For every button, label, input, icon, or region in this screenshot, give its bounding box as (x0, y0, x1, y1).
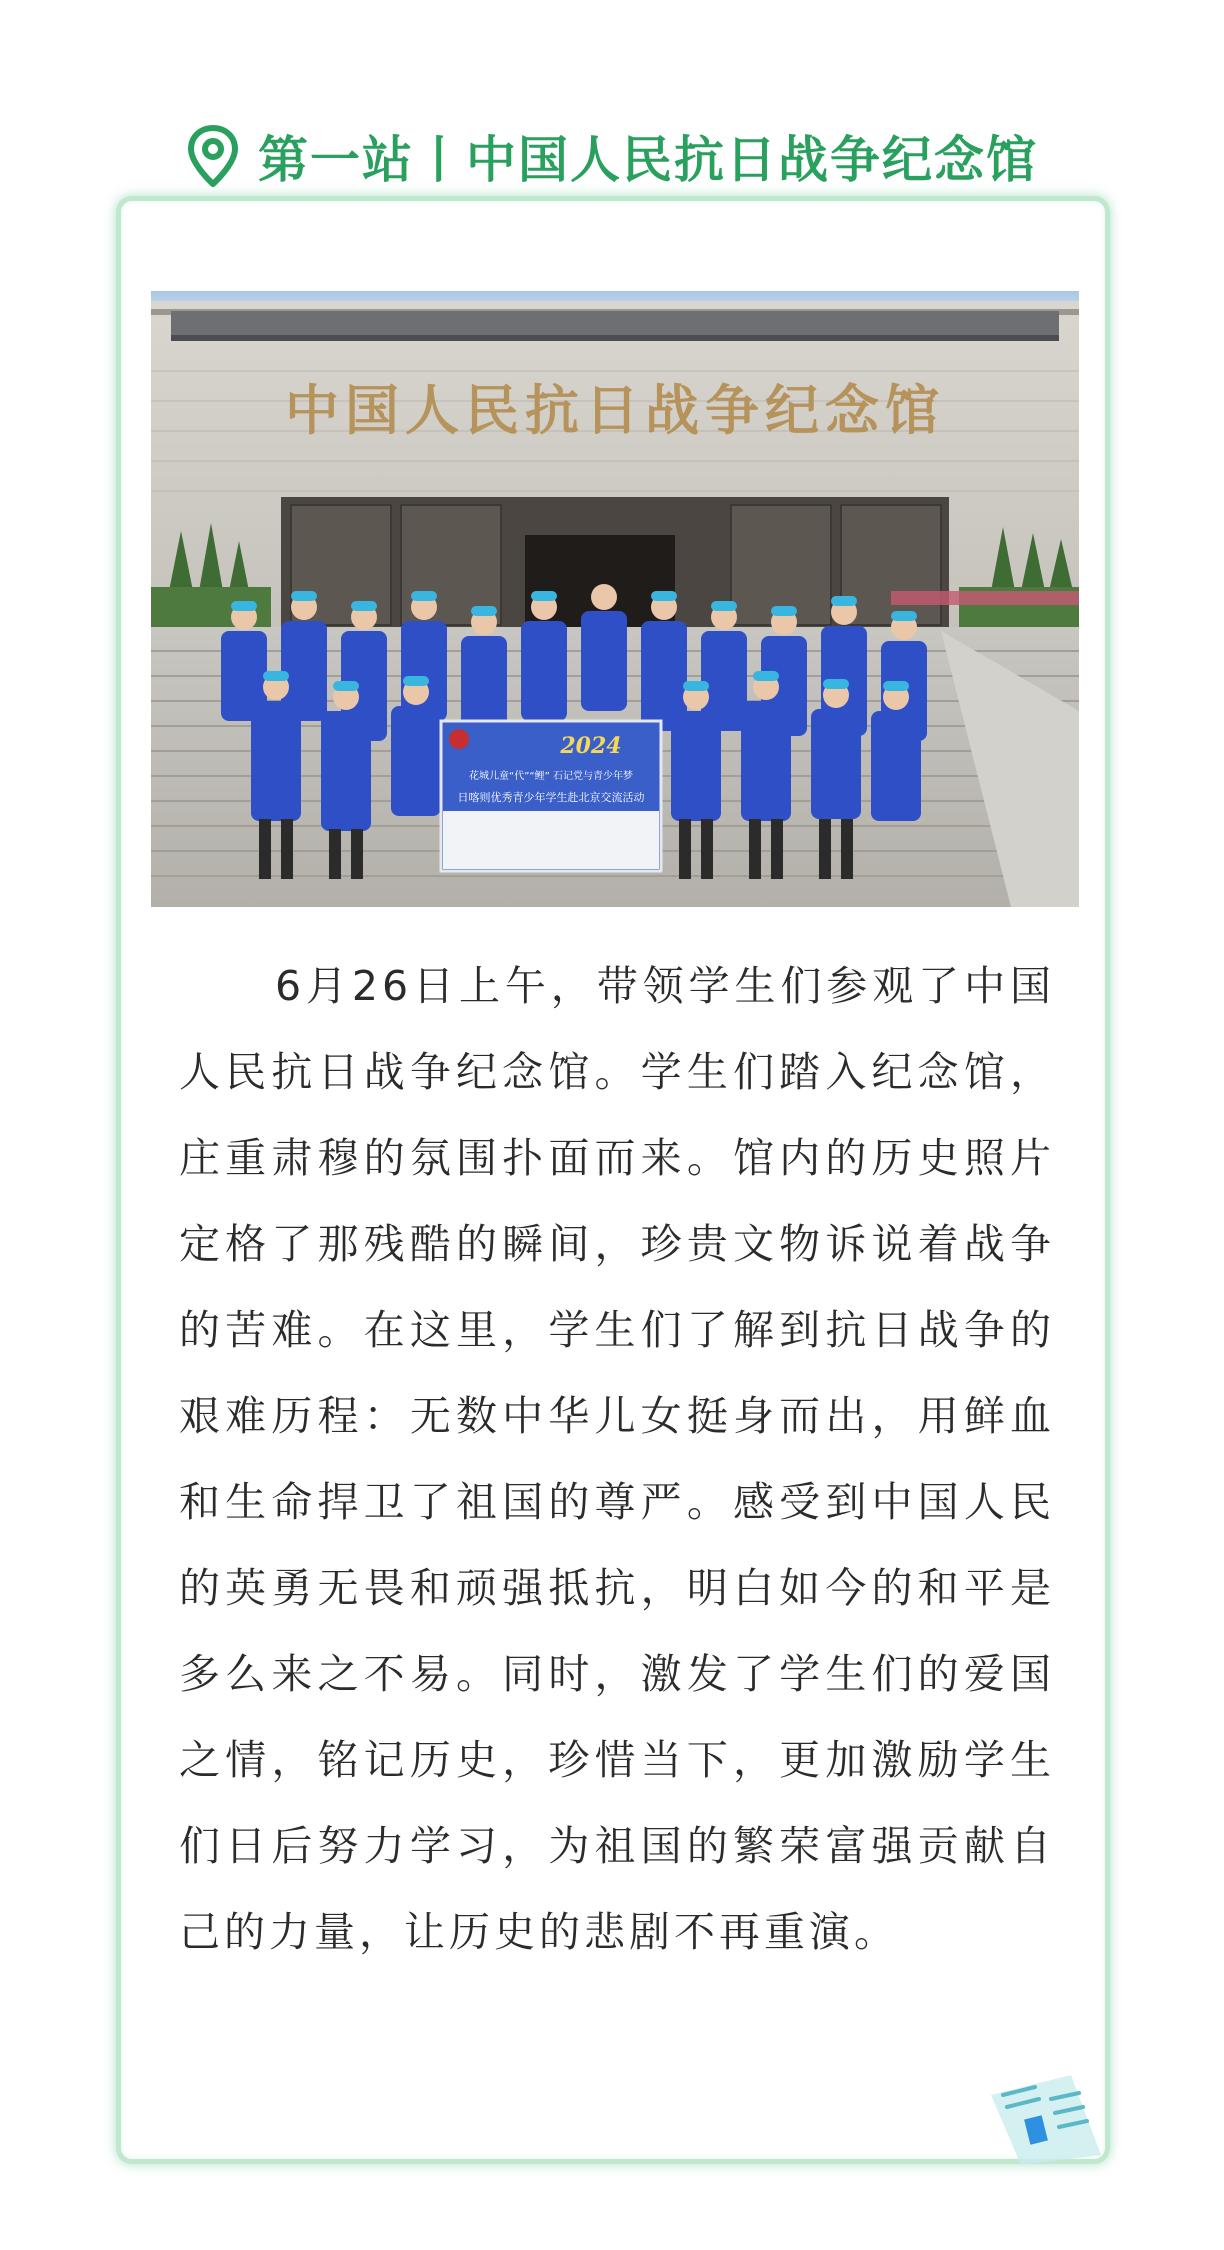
page-title: 第一站丨中国人民抗日战争纪念馆 (258, 131, 1038, 189)
section-header (0, 118, 1224, 194)
banner-year: 2024 (560, 733, 622, 759)
group-photo (151, 291, 1079, 907)
location-pin-icon (186, 124, 240, 188)
article-paragraph: 6月26日上午，带领学生们参观了中国人民抗日战争纪念馆。学生们踏入纪念馆，庄重肃穆的氛围扑面而来。馆内的历史照片定格了那残酷的瞬间，珍贵文物诉说着战争的苦难。在这里，学生们了解到抗日战争的艰难历程：无数中华儿女挺身而出，用鲜血和生命捍卫了祖国的尊严。感受到中国人民的英勇无畏和顽强抵抗，明白如今的和平是多么来之不易。同时，激发了学生们的爱国之情，铭记历史，珍惜当下，更加激励学生们日后努力学习，为祖国的繁荣富强贡献自己的力量，让历史的悲剧不再重演。 (179, 962, 1055, 1956)
building-inscription: 中国人民抗日战争纪念馆 (285, 378, 945, 442)
banner-slogan: 花城儿童“代”“鲤” 石记党与青少年梦 (469, 771, 633, 782)
content-card (116, 196, 1110, 2164)
banner-caption: 日喀则优秀青少年学生赴北京交流活动 (457, 791, 645, 804)
document-list-icon (951, 2055, 1111, 2165)
